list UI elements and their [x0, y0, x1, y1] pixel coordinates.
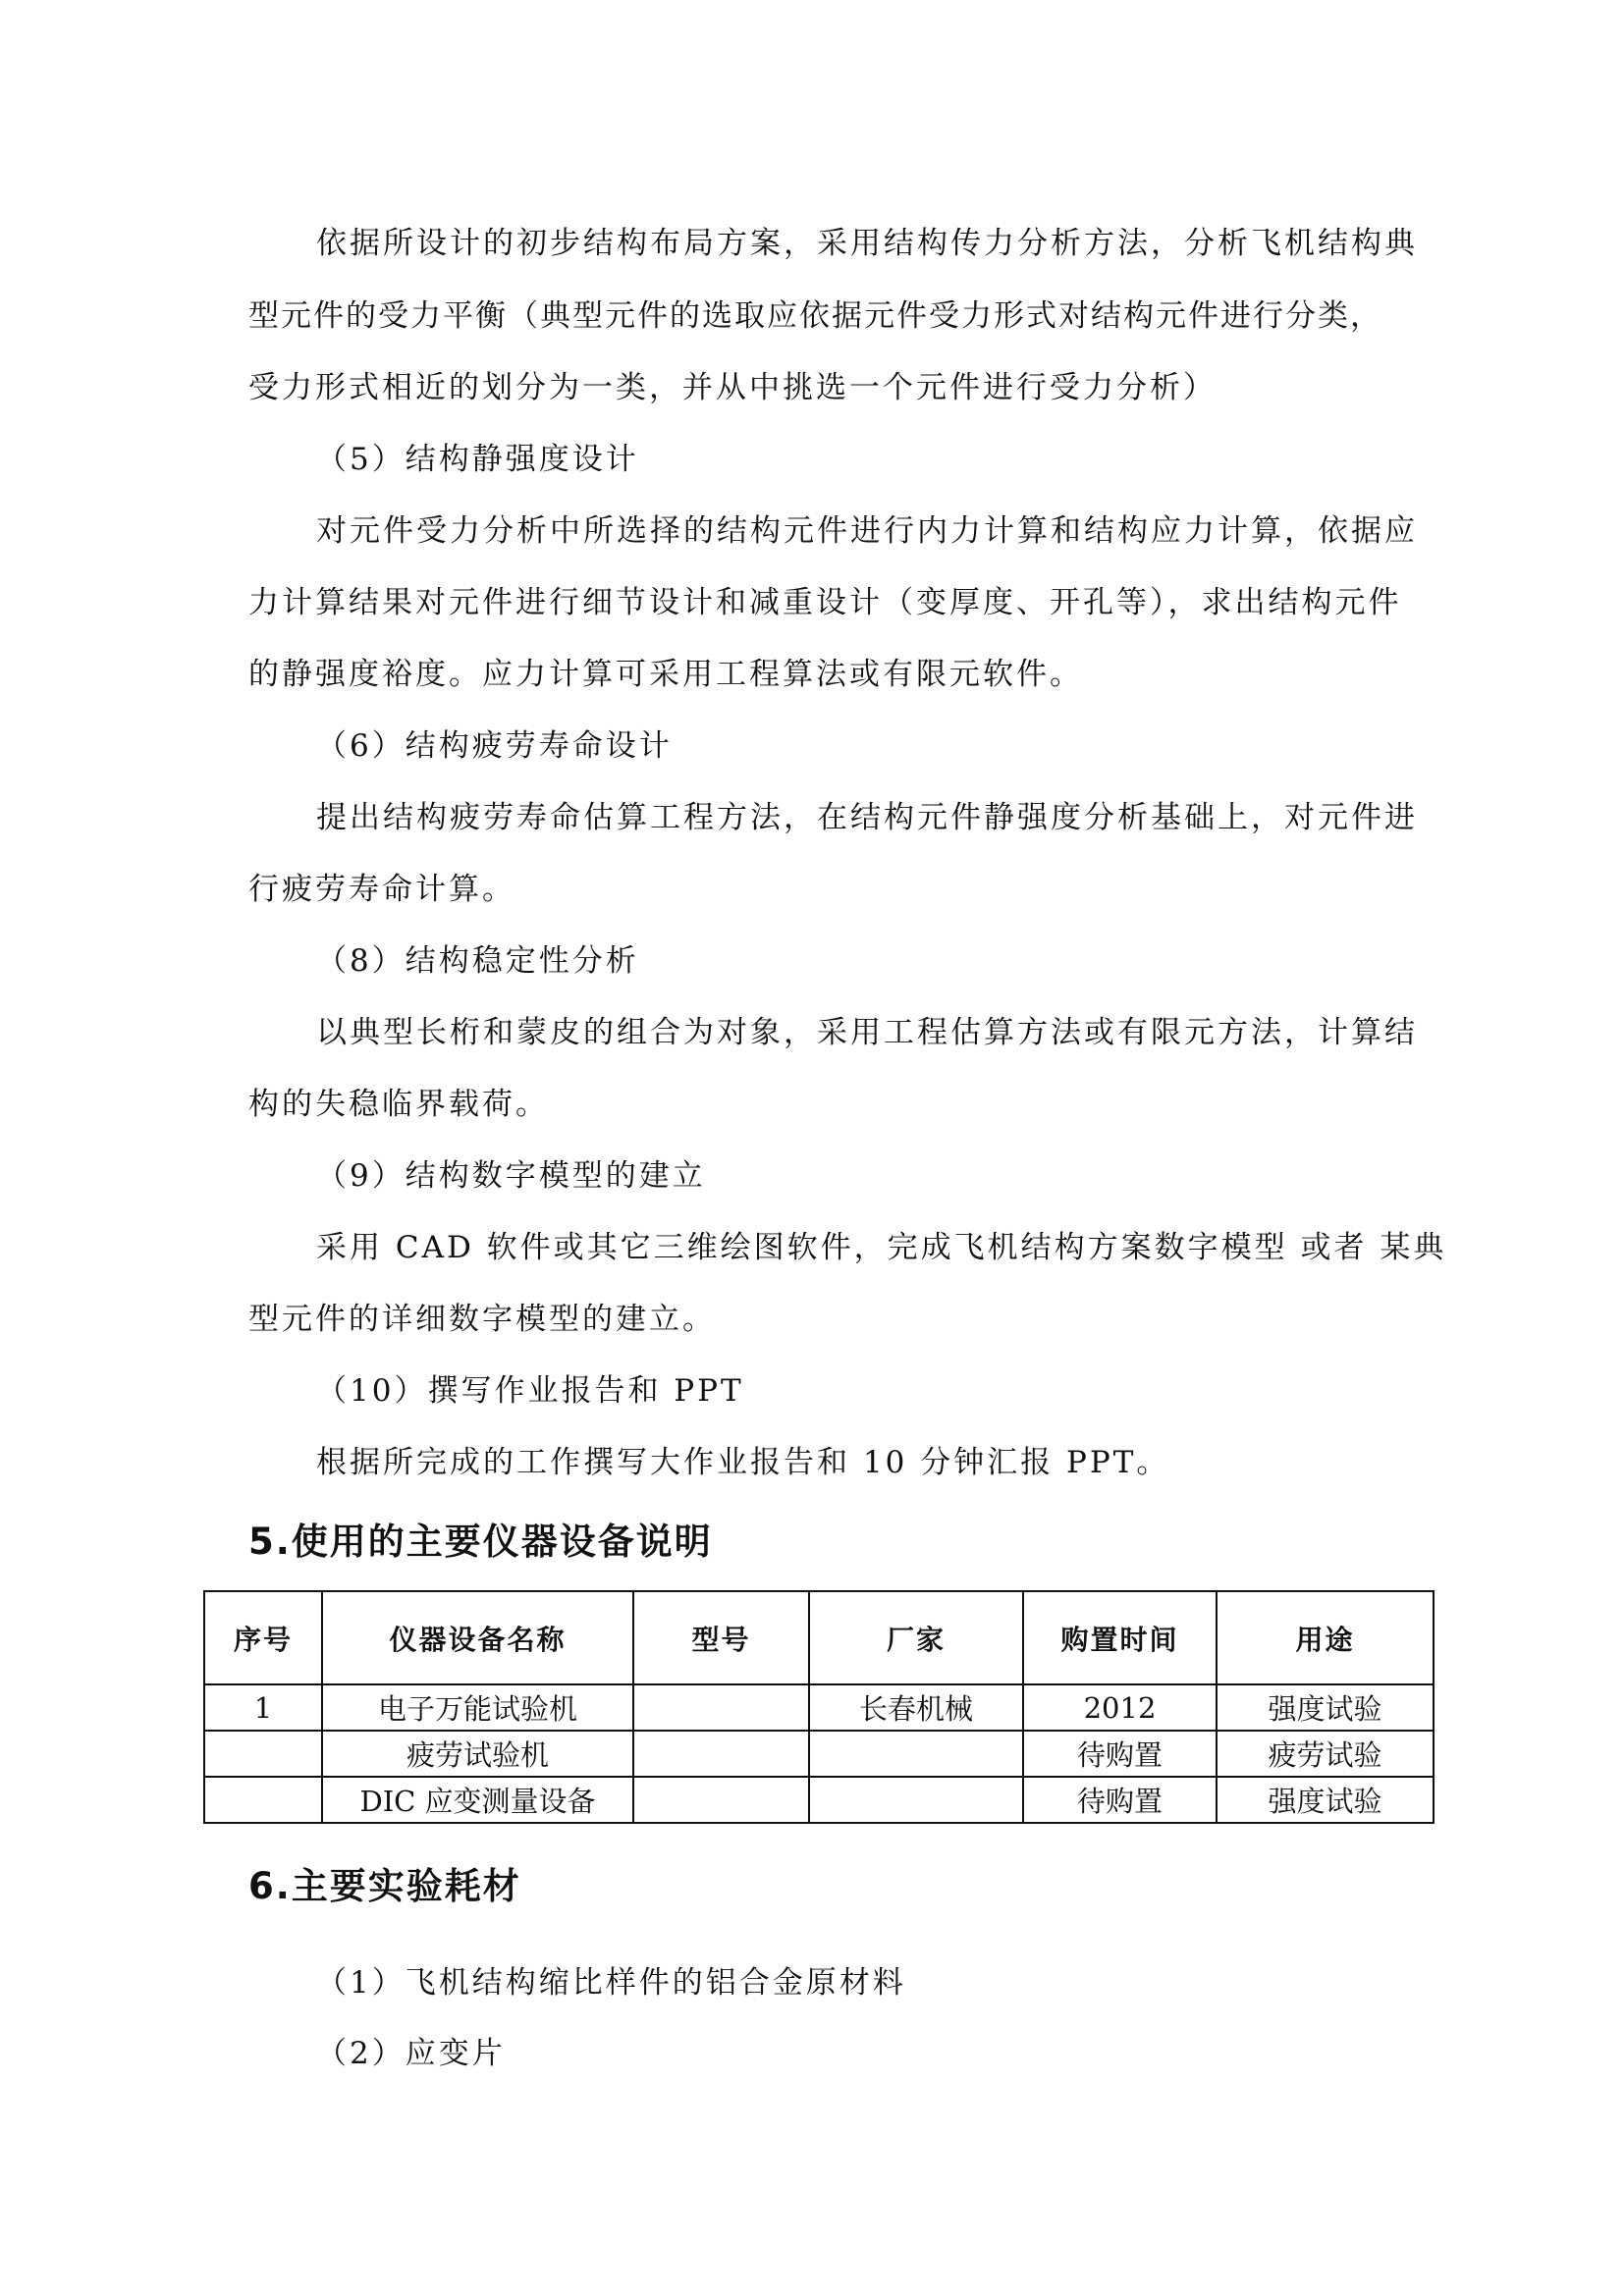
cell-model	[633, 1777, 809, 1823]
body-text-line: 力计算结果对元件进行细节设计和减重设计（变厚度、开孔等），求出结构元件	[248, 585, 1402, 620]
body-text-line: 根据所完成的工作撰写大作业报告和 10 分钟汇报 PPT。	[316, 1445, 1170, 1480]
subsection-heading: （10）撰写作业报告和 PPT	[316, 1373, 744, 1409]
list-item: （1）飞机结构缩比样件的铝合金原材料	[316, 1965, 906, 2001]
cell-equipment-name: 疲劳试验机	[322, 1731, 633, 1777]
cell-manufacturer: 长春机械	[809, 1684, 1023, 1731]
subsection-heading: （9）结构数字模型的建立	[316, 1158, 706, 1194]
header-model: 型号	[633, 1591, 809, 1684]
table-row	[204, 1731, 1434, 1777]
cell-manufacturer	[809, 1777, 1023, 1823]
body-text-line: 采用 CAD 软件或其它三维绘图软件，完成飞机结构方案数字模型 或者 某典	[316, 1230, 1447, 1265]
subsection-heading: （5）结构静强度设计	[316, 442, 639, 477]
body-text-line: 行疲劳寿命计算。	[248, 872, 515, 907]
cell-index	[204, 1731, 322, 1777]
cell-model	[633, 1684, 809, 1731]
cell-equipment-name: 电子万能试验机	[322, 1684, 633, 1731]
header-purchase-date: 购置时间	[1023, 1591, 1217, 1684]
table-row	[204, 1684, 1434, 1731]
equipment-table	[203, 1590, 1435, 1824]
section-6-title: 6.主要实验耗材	[248, 1865, 521, 1907]
cell-purchase-date: 2012	[1023, 1684, 1217, 1731]
cell-index: 1	[204, 1684, 322, 1731]
cell-purpose: 疲劳试验	[1217, 1731, 1434, 1777]
body-text-line: 提出结构疲劳寿命估算工程方法，在结构元件静强度分析基础上，对元件进	[316, 800, 1418, 835]
table-header-row	[204, 1591, 1434, 1684]
cell-manufacturer	[809, 1731, 1023, 1777]
cell-index	[204, 1777, 322, 1823]
cell-purpose: 强度试验	[1217, 1777, 1434, 1823]
body-text-line: 的静强度裕度。应力计算可采用工程算法或有限元软件。	[248, 657, 1083, 692]
body-text-line: 构的失稳临界载荷。	[248, 1087, 549, 1122]
header-index: 序号	[204, 1591, 322, 1684]
cell-model	[633, 1731, 809, 1777]
body-text-line: 型元件的详细数字模型的建立。	[248, 1302, 716, 1337]
header-manufacturer: 厂家	[809, 1591, 1023, 1684]
list-item: （2）应变片	[316, 2036, 506, 2071]
cell-equipment-name: DIC 应变测量设备	[322, 1777, 633, 1823]
header-equipment-name: 仪器设备名称	[322, 1591, 633, 1684]
cell-purpose: 强度试验	[1217, 1684, 1434, 1731]
cell-purchase-date: 待购置	[1023, 1777, 1217, 1823]
cell-purchase-date: 待购置	[1023, 1731, 1217, 1777]
body-text-line: 以典型长桁和蒙皮的组合为对象，采用工程估算方法或有限元方法，计算结	[316, 1015, 1418, 1050]
subsection-heading: （8）结构稳定性分析	[316, 943, 639, 979]
section-5-title: 5.使用的主要仪器设备说明	[248, 1521, 713, 1563]
body-text-line: 对元件受力分析中所选择的结构元件进行内力计算和结构应力计算，依据应	[316, 513, 1418, 549]
body-text-line: 受力形式相近的划分为一类，并从中挑选一个元件进行受力分析）	[248, 370, 1217, 405]
subsection-heading: （6）结构疲劳寿命设计	[316, 728, 673, 764]
body-text-line: 型元件的受力平衡（典型元件的选取应依据元件受力形式对结构元件进行分类，	[248, 298, 1382, 334]
table-row	[204, 1777, 1434, 1823]
header-purpose: 用途	[1217, 1591, 1434, 1684]
body-text-line: 依据所设计的初步结构布局方案，采用结构传力分析方法，分析飞机结构典	[316, 226, 1418, 261]
